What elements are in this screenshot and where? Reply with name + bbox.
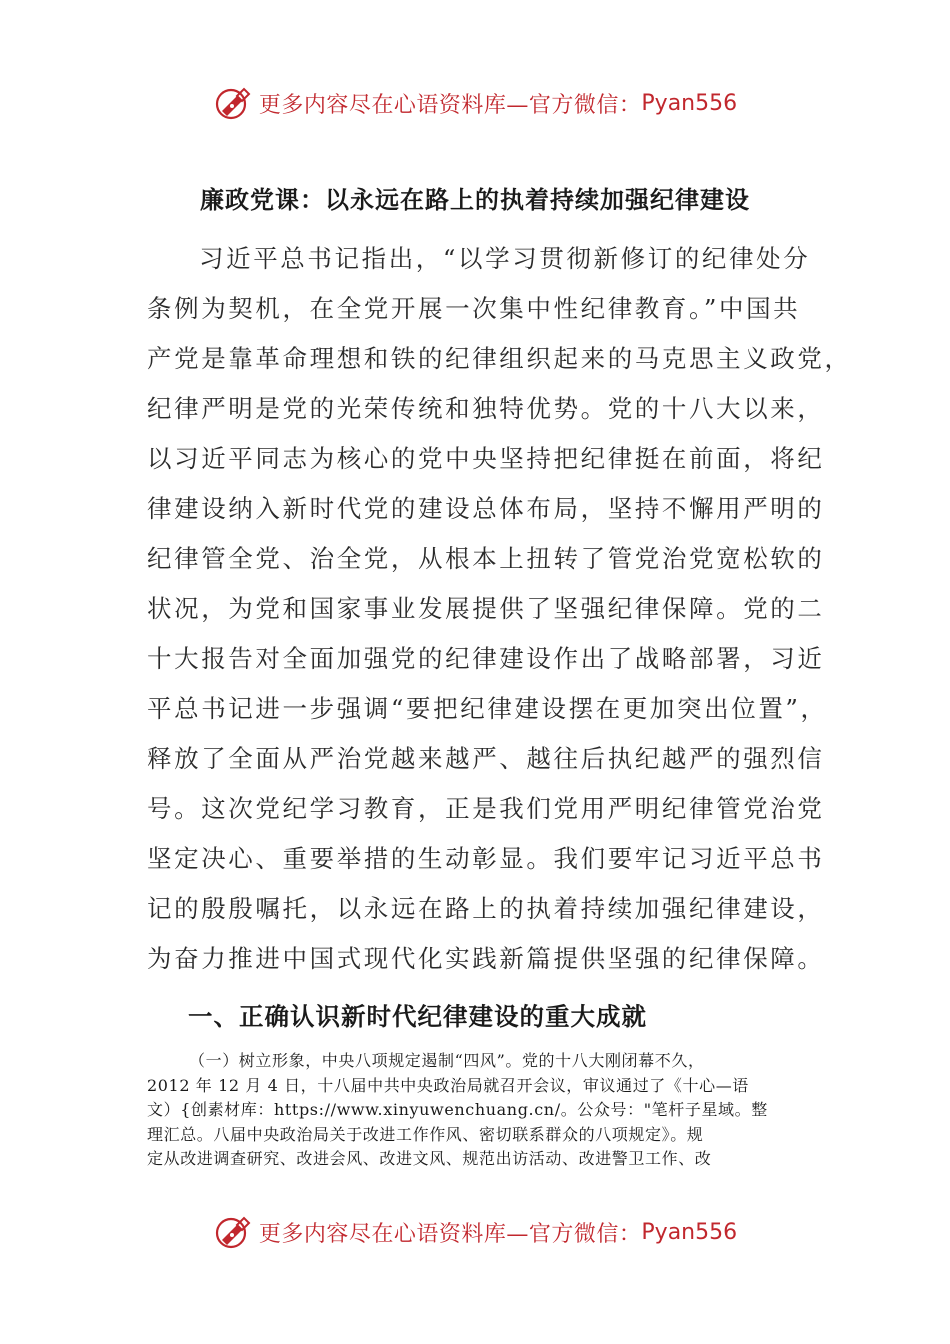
section-line: 文）{创素材库：https://www.xinyuwenchuang.cn/。公众号："笔杆子星域。整 bbox=[147, 1100, 768, 1119]
section-line: 2012 年 12 月 4 日，十八届中共中央政治局就召开会议，审议通过了《十心—语 bbox=[147, 1075, 749, 1095]
paragraph-line: 以习近平同志为核心的党中央坚持把纪律挺在前面，将纪 bbox=[147, 444, 825, 473]
banner-wechat-id: Pyan556 bbox=[641, 90, 738, 116]
paragraph-line: 习近平总书记指出，“以学习贯彻新修订的纪律处分 bbox=[199, 244, 811, 273]
paragraph-line: 为奋力推进中国式现代化实践新篇提供坚强的纪律保障。 bbox=[147, 944, 825, 973]
paragraph-line: 释放了全面从严治党越来越严、越往后执纪越严的强烈信 bbox=[147, 744, 825, 773]
header-banner bbox=[0, 83, 950, 123]
paragraph-line: 纪律严明是党的光荣传统和独特优势。党的十八大以来， bbox=[147, 394, 825, 423]
banner-wechat-id: Pyan556 bbox=[641, 1219, 738, 1245]
section-paragraph bbox=[147, 1049, 807, 1172]
paragraph-line: 产党是靠革命理想和铁的纪律组织起来的马克思主义政党， bbox=[147, 344, 852, 373]
paragraph-line: 记的殷殷嘱托，以永远在路上的执着持续加强纪律建设， bbox=[147, 894, 825, 923]
paragraph-line: 状况，为党和国家事业发展提供了坚强纪律保障。党的二 bbox=[147, 594, 825, 623]
section-line: 定从改进调查研究、改进会风、改进文风、规范出访活动、改进警卫工作、改 bbox=[147, 1149, 712, 1168]
paragraph-line: 十大报告对全面加强党的纪律建设作出了战略部署，习近 bbox=[147, 644, 825, 673]
paragraph-line: 平总书记进一步强调“要把纪律建设摆在更加突出位置”， bbox=[147, 694, 828, 723]
document-title: 廉政党课：以永远在路上的执着持续加强纪律建设 bbox=[200, 185, 750, 214]
pen-nib-logo-icon bbox=[213, 83, 253, 123]
intro-paragraph bbox=[147, 234, 852, 984]
section-line: （一）树立形象，中央八项规定遏制“四风”。党的十八大刚闭幕不久， bbox=[189, 1051, 705, 1070]
paragraph-line: 律建设纳入新时代党的建设总体布局，坚持不懈用严明的 bbox=[147, 494, 825, 523]
paragraph-line: 条例为契机，在全党开展一次集中性纪律教育。”中国共 bbox=[147, 294, 801, 323]
banner-promo-text: 更多内容尽在心语资料库—官方微信： bbox=[258, 92, 642, 118]
pen-nib-logo-icon bbox=[213, 1212, 253, 1252]
banner-promo-text: 更多内容尽在心语资料库—官方微信： bbox=[258, 1221, 642, 1247]
section-line: 理汇总。八届中央政治局关于改进工作作风、密切联系群众的八项规定》。规 bbox=[147, 1124, 704, 1144]
section-heading: 一、正确认识新时代纪律建设的重大成就 bbox=[188, 1002, 647, 1031]
footer-banner bbox=[0, 1212, 950, 1252]
paragraph-line: 纪律管全党、治全党，从根本上扭转了管党治党宽松软的 bbox=[147, 544, 825, 573]
paragraph-line: 号。这次党纪学习教育，正是我们党用严明纪律管党治党 bbox=[147, 794, 825, 823]
paragraph-line: 坚定决心、重要举措的生动彰显。我们要牢记习近平总书 bbox=[147, 844, 825, 873]
